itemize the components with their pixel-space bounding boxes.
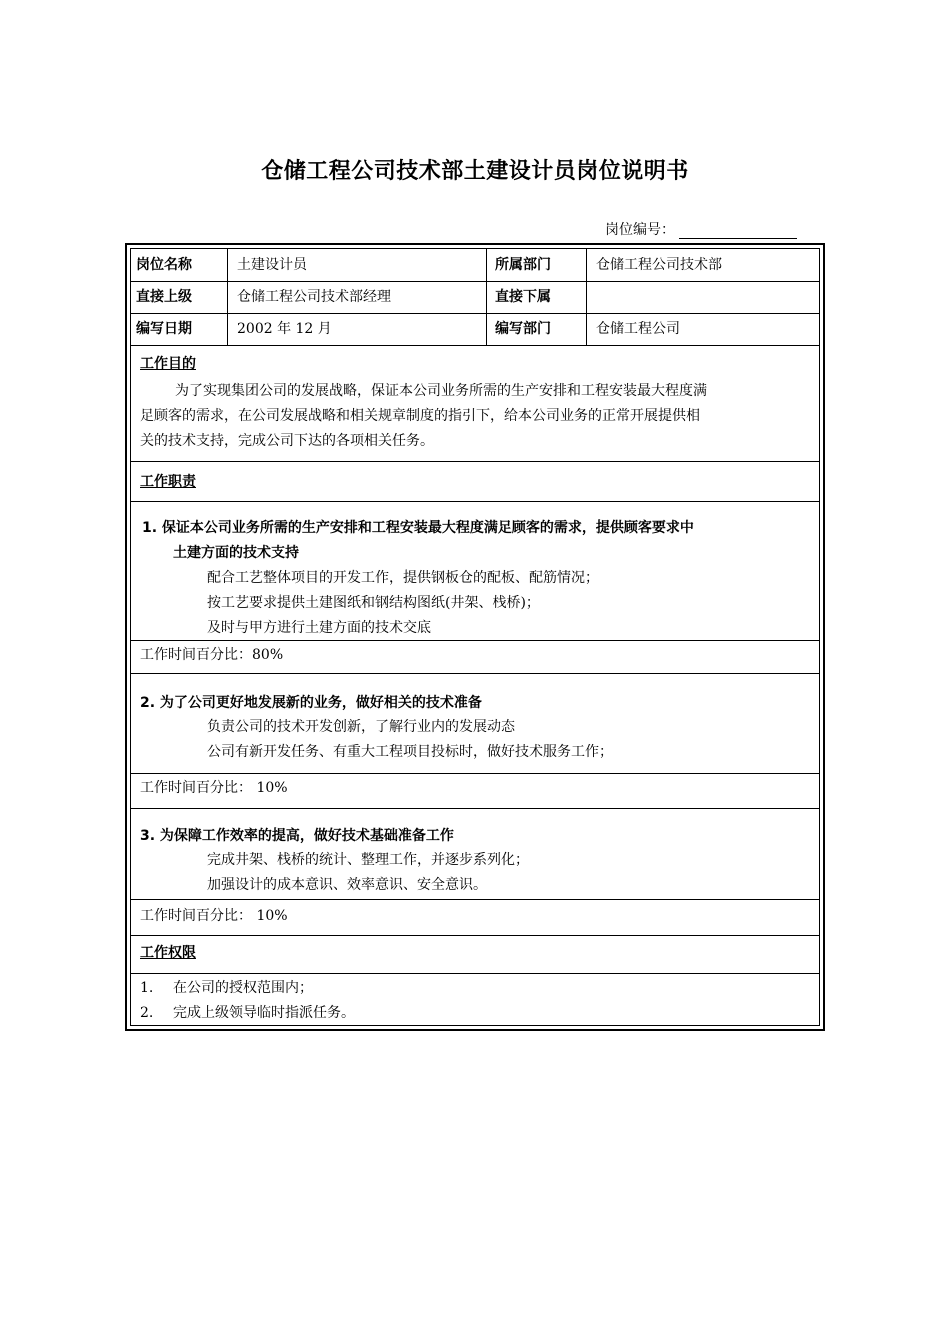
duty-time-percent: 工作时间百分比： 10% (140, 780, 288, 796)
duty-sub-item: 按工艺要求提供土建图纸和钢结构图纸(井架、栈桥)； (207, 595, 540, 611)
section-divider (131, 773, 819, 774)
job-description-table (125, 243, 825, 1031)
column-divider (486, 249, 487, 345)
duty-sub-item: 及时与甲方进行土建方面的技术交底 (207, 620, 431, 636)
subordinate-label: 直接下属 (495, 289, 551, 305)
column-divider (586, 249, 587, 345)
authority-heading: 工作权限 (140, 945, 196, 961)
duty-sub-item: 负责公司的技术开发创新，了解行业内的发展动态 (207, 719, 515, 735)
table-inner-border (130, 248, 820, 1026)
section-divider (131, 501, 819, 502)
writer-dept-value: 仓储工程公司 (596, 321, 680, 337)
duty-time-percent: 工作时间百分比：80% (140, 647, 284, 663)
department-label: 所属部门 (495, 257, 551, 273)
supervisor-value: 仓储工程公司技术部经理 (237, 289, 391, 305)
duty-sub-item: 配合工艺整体项目的开发工作，提供钢板仓的配板、配筋情况； (207, 570, 599, 586)
post-number (605, 219, 797, 239)
duty-title: 1. 保证本公司业务所需的生产安排和工程安装最大程度满足顾客的需求，提供顾客要求中 (142, 520, 694, 536)
duties-heading: 工作职责 (140, 474, 196, 490)
authority-num: 1. (140, 980, 154, 996)
column-divider (227, 249, 228, 345)
section-divider (131, 973, 819, 974)
post-number-field[interactable] (679, 224, 797, 239)
purpose-line: 足顾客的需求，在公司发展战略和相关规章制度的指引下，给本公司业务的正常开展提供相 (140, 408, 700, 424)
date-value: 2002 年 12 月 (237, 321, 332, 337)
authority-item: 完成上级领导临时指派任务。 (173, 1005, 355, 1021)
section-divider (131, 461, 819, 462)
writer-dept-label: 编写部门 (495, 321, 551, 337)
purpose-heading: 工作目的 (140, 356, 196, 372)
section-divider (131, 640, 819, 641)
authority-num: 2. (140, 1005, 154, 1021)
authority-item: 在公司的授权范围内； (173, 980, 313, 996)
duty-sub-item: 完成井架、栈桥的统计、整理工作，并逐步系列化； (207, 852, 529, 868)
department-value: 仓储工程公司技术部 (596, 257, 722, 273)
duty-title: 3. 为保障工作效率的提高，做好技术基础准备工作 (140, 828, 454, 844)
supervisor-label: 直接上级 (136, 289, 192, 305)
duty-title-cont: 土建方面的技术支持 (173, 545, 299, 561)
position-name-label: 岗位名称 (136, 257, 192, 273)
section-divider (131, 899, 819, 900)
date-label: 编写日期 (136, 321, 192, 337)
section-divider (131, 808, 819, 809)
duty-sub-item: 加强设计的成本意识、效率意识、安全意识。 (207, 877, 487, 893)
section-divider (131, 673, 819, 674)
section-divider (131, 935, 819, 936)
page-title: 仓储工程公司技术部土建设计员岗位说明书 (261, 159, 689, 184)
position-name-value: 土建设计员 (237, 257, 307, 273)
row-divider (131, 281, 819, 282)
post-number-label: 岗位编号： (605, 222, 675, 238)
duty-sub-item: 公司有新开发任务、有重大工程项目投标时，做好技术服务工作； (207, 744, 613, 760)
row-divider (131, 313, 819, 314)
purpose-line: 关的技术支持，完成公司下达的各项相关任务。 (140, 433, 434, 449)
duty-title: 2. 为了公司更好地发展新的业务，做好相关的技术准备 (140, 695, 482, 711)
duty-time-percent: 工作时间百分比： 10% (140, 908, 288, 924)
purpose-text (140, 379, 820, 454)
purpose-line: 为了实现集团公司的发展战略，保证本公司业务所需的生产安排和工程安装最大程度满 (175, 383, 707, 399)
row-divider (131, 345, 819, 346)
